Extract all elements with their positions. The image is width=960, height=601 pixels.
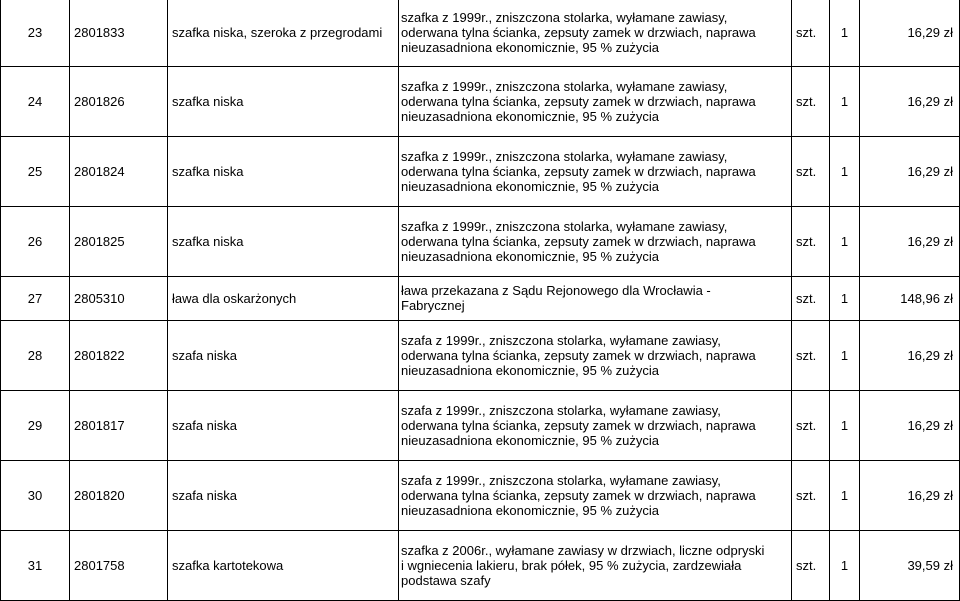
value: 16,29 zł xyxy=(907,417,953,433)
description-line: szafka z 2006r., wyłamane zawiasy w drzwiach, liczne odpryski xyxy=(401,542,765,558)
description-line: szafka z 1999r., zniszczona stolarka, wyłamane zawiasy, xyxy=(401,218,728,234)
item-description-cell xyxy=(399,460,792,530)
unit-cell xyxy=(792,390,830,460)
item-name: ława dla oskarżonych xyxy=(172,290,297,306)
description-line: oderwana tylna ścianka, zepsuty zamek w drzwiach, naprawa xyxy=(401,347,756,363)
value: 16,29 zł xyxy=(907,233,953,249)
inventory-number: 2801825 xyxy=(74,233,125,249)
description-line: nieuzasadniona ekonomicznie, 95 % zużycia xyxy=(401,362,659,378)
inventory-number-cell xyxy=(70,320,168,390)
description-line: Fabrycznej xyxy=(401,298,465,313)
quantity: 1 xyxy=(840,233,849,249)
value-cell xyxy=(860,390,960,460)
value: 16,29 zł xyxy=(907,25,953,41)
unit-cell xyxy=(792,206,830,276)
value: 16,29 zł xyxy=(907,163,953,179)
item-name-cell xyxy=(168,460,399,530)
value: 16,29 zł xyxy=(907,93,953,109)
description-line: nieuzasadniona ekonomicznie, 95 % zużycia xyxy=(401,432,659,448)
item-description-cell xyxy=(399,136,792,206)
value-cell xyxy=(860,66,960,136)
value-cell xyxy=(860,320,960,390)
unit-cell xyxy=(792,460,830,530)
inventory-number: 2801817 xyxy=(74,417,125,433)
description-line: oderwana tylna ścianka, zepsuty zamek w drzwiach, naprawa xyxy=(401,93,756,109)
unit-cell xyxy=(792,276,830,320)
unit: szt. xyxy=(796,487,817,503)
item-name: szafa niska xyxy=(172,487,238,503)
inventory-number-cell xyxy=(70,460,168,530)
unit-cell xyxy=(792,66,830,136)
unit: szt. xyxy=(796,233,817,249)
value-cell xyxy=(860,276,960,320)
row-number-cell xyxy=(1,460,70,530)
inventory-number: 2801758 xyxy=(74,557,125,573)
quantity-cell xyxy=(830,276,860,320)
value-cell xyxy=(860,0,960,66)
row-number: 27 xyxy=(27,290,43,306)
description-line: szafka z 1999r., zniszczona stolarka, wyłamane zawiasy, xyxy=(401,10,728,26)
item-name-cell xyxy=(168,320,399,390)
table-row xyxy=(1,390,960,460)
description-line: nieuzasadniona ekonomicznie, 95 % zużycia xyxy=(401,248,659,264)
inventory-number: 2801822 xyxy=(74,347,125,363)
description-line: szafka z 1999r., zniszczona stolarka, wyłamane zawiasy, xyxy=(401,78,728,94)
row-number: 25 xyxy=(27,163,43,179)
table-row xyxy=(1,206,960,276)
quantity-cell xyxy=(830,320,860,390)
value: 16,29 zł xyxy=(907,487,953,503)
description-line: szafa z 1999r., zniszczona stolarka, wyłamane zawiasy, xyxy=(401,332,721,348)
description-line: podstawa szafy xyxy=(401,572,491,588)
row-number-cell xyxy=(1,276,70,320)
unit: szt. xyxy=(796,557,817,573)
description-line: nieuzasadniona ekonomicznie, 95 % zużycia xyxy=(401,40,659,56)
unit: szt. xyxy=(796,347,817,363)
table-row xyxy=(1,276,960,320)
quantity-cell xyxy=(830,460,860,530)
item-name: szafka niska xyxy=(172,93,244,109)
value-cell xyxy=(860,460,960,530)
description-line: szafa z 1999r., zniszczona stolarka, wyłamane zawiasy, xyxy=(401,402,721,418)
table-row xyxy=(1,530,960,600)
quantity: 1 xyxy=(840,417,849,433)
inventory-number: 2805310 xyxy=(74,290,125,306)
item-name-cell xyxy=(168,530,399,600)
description-line: oderwana tylna ścianka, zepsuty zamek w drzwiach, naprawa xyxy=(401,233,756,249)
item-description-cell xyxy=(399,66,792,136)
inventory-number: 2801820 xyxy=(74,487,125,503)
inventory-number-cell xyxy=(70,530,168,600)
table-body xyxy=(1,0,960,600)
row-number: 24 xyxy=(27,93,43,109)
value-cell xyxy=(860,206,960,276)
row-number: 30 xyxy=(27,487,43,503)
quantity: 1 xyxy=(840,557,849,573)
row-number-cell xyxy=(1,530,70,600)
description-line: szafa z 1999r., zniszczona stolarka, wyłamane zawiasy, xyxy=(401,472,721,488)
item-description-cell xyxy=(399,530,792,600)
row-number-cell xyxy=(1,390,70,460)
description-line: nieuzasadniona ekonomicznie, 95 % zużycia xyxy=(401,178,659,194)
unit: szt. xyxy=(796,25,817,41)
description-line: oderwana tylna ścianka, zepsuty zamek w drzwiach, naprawa xyxy=(401,417,756,433)
unit-cell xyxy=(792,0,830,66)
row-number: 28 xyxy=(27,347,43,363)
quantity: 1 xyxy=(840,347,849,363)
inventory-number: 2801833 xyxy=(74,25,125,41)
quantity: 1 xyxy=(840,290,849,306)
item-name: szafka niska xyxy=(172,163,244,179)
row-number: 31 xyxy=(27,557,43,573)
row-number-cell xyxy=(1,320,70,390)
inventory-number: 2801824 xyxy=(74,163,125,179)
description-line: oderwana tylna ścianka, zepsuty zamek w drzwiach, naprawa xyxy=(401,487,756,503)
item-name-cell xyxy=(168,276,399,320)
table-row xyxy=(1,66,960,136)
description-line: ława przekazana z Sądu Rejonowego dla Wrocławia - xyxy=(401,283,711,298)
row-number-cell xyxy=(1,206,70,276)
table-row xyxy=(1,460,960,530)
unit: szt. xyxy=(796,93,817,109)
description-line: szafka z 1999r., zniszczona stolarka, wyłamane zawiasy, xyxy=(401,148,728,164)
quantity: 1 xyxy=(840,25,849,41)
item-name-cell xyxy=(168,206,399,276)
row-number: 29 xyxy=(27,417,43,433)
inventory-number-cell xyxy=(70,390,168,460)
item-description-cell xyxy=(399,206,792,276)
inventory-number-cell xyxy=(70,0,168,66)
quantity-cell xyxy=(830,0,860,66)
unit-cell xyxy=(792,136,830,206)
unit: szt. xyxy=(796,290,817,306)
description-line: nieuzasadniona ekonomicznie, 95 % zużycia xyxy=(401,502,659,518)
value-cell xyxy=(860,530,960,600)
row-number: 23 xyxy=(27,25,43,41)
row-number: 26 xyxy=(27,233,43,249)
item-name-cell xyxy=(168,0,399,66)
description-line: i wgniecenia lakieru, brak półek, 95 % zużycia, zardzewiała xyxy=(401,557,742,573)
quantity: 1 xyxy=(840,93,849,109)
inventory-number-cell xyxy=(70,276,168,320)
quantity-cell xyxy=(830,66,860,136)
table-row xyxy=(1,136,960,206)
quantity: 1 xyxy=(840,487,849,503)
value: 16,29 zł xyxy=(907,347,953,363)
quantity: 1 xyxy=(840,163,849,179)
table-row xyxy=(1,320,960,390)
item-name-cell xyxy=(168,136,399,206)
description-line: oderwana tylna ścianka, zepsuty zamek w drzwiach, naprawa xyxy=(401,25,756,41)
value: 148,96 zł xyxy=(900,290,953,306)
item-description-cell xyxy=(399,0,792,66)
item-description-cell xyxy=(399,390,792,460)
inventory-number-cell xyxy=(70,206,168,276)
unit: szt. xyxy=(796,163,817,179)
quantity-cell xyxy=(830,206,860,276)
inventory-number-cell xyxy=(70,66,168,136)
item-name-cell xyxy=(168,390,399,460)
unit-cell xyxy=(792,530,830,600)
quantity-cell xyxy=(830,530,860,600)
value-cell xyxy=(860,136,960,206)
item-name: szafka kartotekowa xyxy=(172,557,284,573)
quantity-cell xyxy=(830,136,860,206)
item-description-cell xyxy=(399,276,792,320)
item-name: szafka niska, szeroka z przegrodami xyxy=(172,25,383,41)
row-number-cell xyxy=(1,66,70,136)
value: 39,59 zł xyxy=(907,557,953,573)
row-number-cell xyxy=(1,136,70,206)
description-line: oderwana tylna ścianka, zepsuty zamek w drzwiach, naprawa xyxy=(401,163,756,179)
description-line: nieuzasadniona ekonomicznie, 95 % zużycia xyxy=(401,108,659,124)
item-name: szafka niska xyxy=(172,233,244,249)
quantity-cell xyxy=(830,390,860,460)
unit-cell xyxy=(792,320,830,390)
unit: szt. xyxy=(796,417,817,433)
item-name: szafa niska xyxy=(172,347,238,363)
item-name: szafa niska xyxy=(172,417,238,433)
row-number-cell xyxy=(1,0,70,66)
inventory-number-cell xyxy=(70,136,168,206)
item-description-cell xyxy=(399,320,792,390)
inventory-number: 2801826 xyxy=(74,93,125,109)
item-name-cell xyxy=(168,66,399,136)
table-row xyxy=(1,0,960,66)
